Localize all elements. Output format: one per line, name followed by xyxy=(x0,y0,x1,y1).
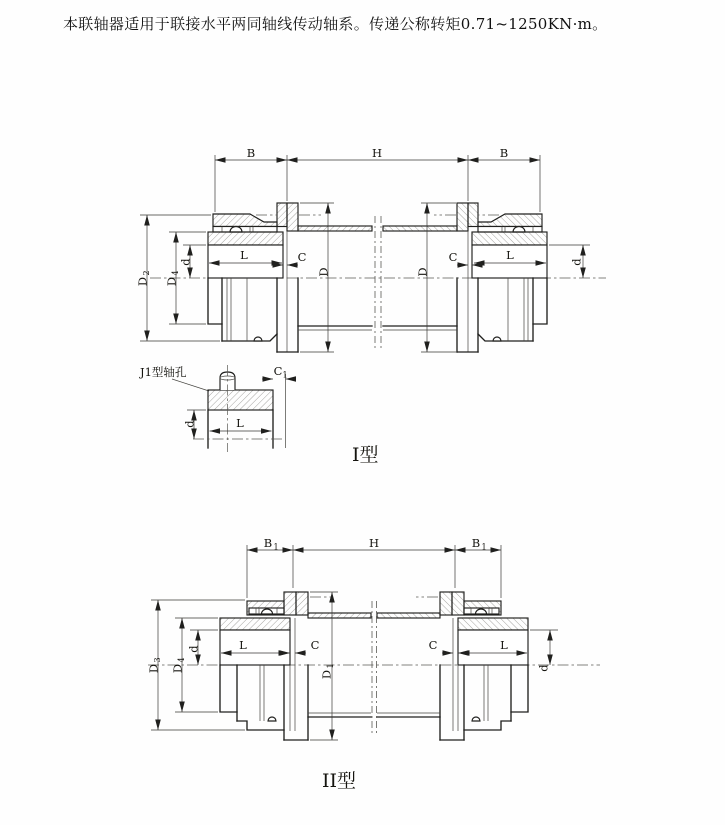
svg-text:1: 1 xyxy=(273,542,279,552)
dim-label-l-left: L xyxy=(240,248,248,262)
svg-text:1: 1 xyxy=(282,370,288,380)
dim-label-b1-right xyxy=(472,536,487,552)
dim-label-h2: H xyxy=(368,536,380,550)
dim-label-b1-left xyxy=(264,536,279,552)
figure-type2-drawing xyxy=(147,536,601,792)
svg-text:D: D xyxy=(415,267,430,277)
description-text: 本联轴器适用于联接水平两同轴线传动轴系。传递公称转矩0.71~1250KN·m。 xyxy=(63,15,608,33)
dim-label-c-left: C xyxy=(297,250,307,264)
dim-label-l-right: L xyxy=(506,248,514,262)
type1-shaft-hole-detail xyxy=(139,364,296,452)
dim-label-c-right-type2: C xyxy=(428,638,438,652)
dim-label-d4-type2 xyxy=(171,657,187,673)
svg-text:d: d xyxy=(569,258,584,266)
detail-dim-d xyxy=(183,420,197,428)
dim-label-b-right: B xyxy=(499,146,509,160)
svg-text:D: D xyxy=(135,276,150,287)
shaft-hole-label: J1型轴孔 xyxy=(140,365,187,379)
svg-text:1: 1 xyxy=(326,663,335,669)
type2-caption: II型 xyxy=(322,770,357,792)
type2-break-lines xyxy=(372,601,377,736)
dim-label-d-right-type2 xyxy=(537,664,551,672)
type1-caption: I型 xyxy=(352,444,379,466)
svg-text:4: 4 xyxy=(177,657,186,663)
dim-label-d4 xyxy=(165,270,181,286)
type1-left-half xyxy=(208,203,372,352)
dim-label-d1 xyxy=(320,663,336,679)
dim-label-d3 xyxy=(147,657,163,673)
type1-break-lines xyxy=(375,216,381,349)
type2-left-half xyxy=(220,592,371,740)
svg-text:B: B xyxy=(471,536,481,550)
svg-text:d: d xyxy=(186,645,201,653)
svg-text:B: B xyxy=(263,536,273,550)
dim-label-l-right-type2: L xyxy=(500,638,508,652)
dim-label-c-right: C xyxy=(448,250,458,264)
svg-text:3: 3 xyxy=(153,657,162,663)
dim-label-b-left: B xyxy=(246,146,256,160)
dim-label-h: H xyxy=(371,146,383,160)
svg-text:4: 4 xyxy=(171,270,180,276)
svg-text:D: D xyxy=(146,663,161,674)
type2-right-half xyxy=(377,592,528,740)
svg-text:D: D xyxy=(319,669,334,680)
dim-label-d-left xyxy=(179,258,193,266)
svg-text:D: D xyxy=(164,276,179,287)
detail-dim-c1 xyxy=(274,364,288,380)
dim-label-l-left-type2: L xyxy=(239,638,247,652)
svg-text:C: C xyxy=(273,364,283,378)
type1-right-half xyxy=(383,203,547,352)
detail-dim-l: L xyxy=(236,416,244,430)
dim-label-c-left-type2: C xyxy=(310,638,320,652)
dim-label-d-right xyxy=(570,258,584,266)
svg-text:d: d xyxy=(178,258,193,266)
svg-text:D: D xyxy=(170,663,185,674)
svg-text:D: D xyxy=(316,267,331,277)
svg-text:1: 1 xyxy=(481,542,487,552)
dim-label-d-flange-right xyxy=(416,267,430,276)
svg-text:d: d xyxy=(182,420,197,428)
dim-label-d-flange-left xyxy=(317,267,331,276)
figure-type1-drawing xyxy=(136,146,607,466)
dim-label-d2 xyxy=(136,270,152,286)
svg-text:2: 2 xyxy=(142,270,151,276)
dim-label-d-left-type2 xyxy=(187,645,201,653)
svg-text:d: d xyxy=(536,664,551,672)
